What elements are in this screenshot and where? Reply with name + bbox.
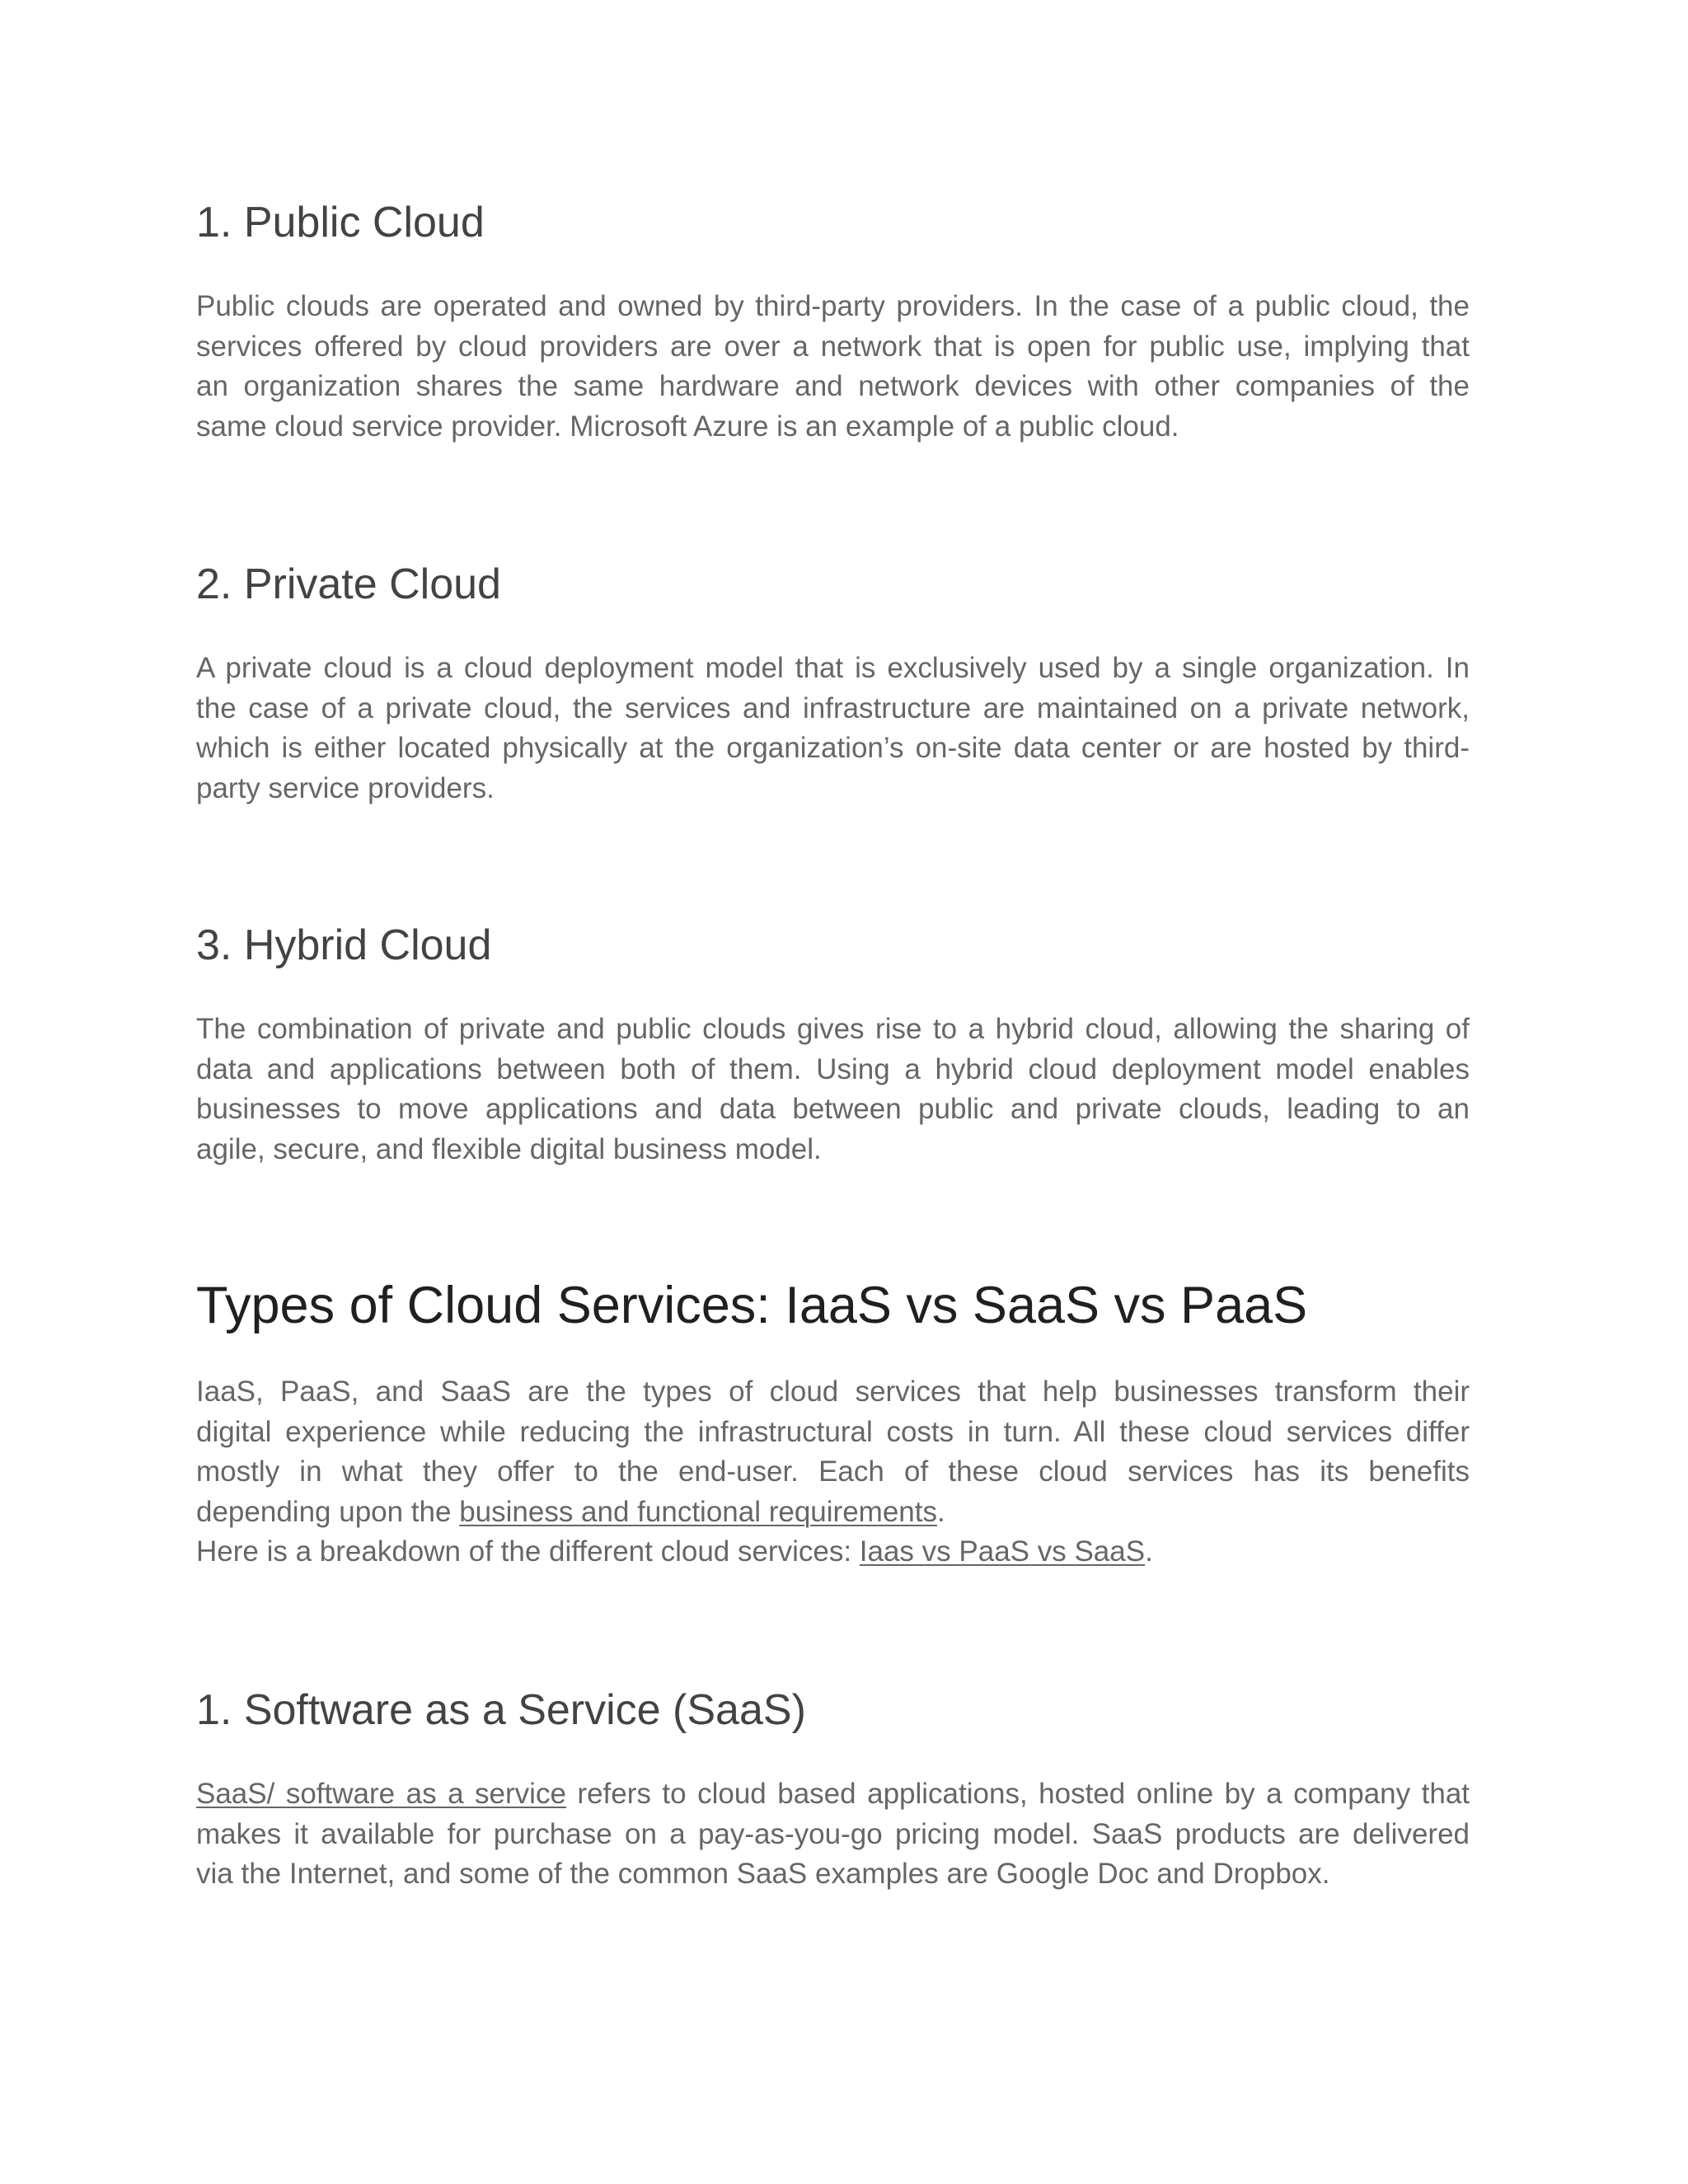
text-line: digital experience while reducing the infrastructural costs in turn. All these cloud services differ (196, 1415, 1470, 1448)
paragraph-saas (196, 1774, 1470, 1895)
text-fragment: Here is a breakdown of the different cloud services: (196, 1535, 860, 1568)
text-line: The combination of private and public clouds gives rise to a hybrid cloud, allowing the sharing of (196, 1013, 1470, 1045)
paragraph-private-cloud (196, 649, 1470, 808)
heading-hybrid-cloud: 3. Hybrid Cloud (196, 921, 492, 969)
heading-saas: 1. Software as a Service (SaaS) (196, 1686, 806, 1734)
section-public-cloud (196, 196, 1470, 447)
text-line: mostly in what they offer to the end-user. Each of these cloud services has its benefits (196, 1455, 1470, 1488)
text-fragment: depending upon the (196, 1495, 460, 1528)
paragraph-public-cloud (196, 287, 1470, 447)
link-iaas-vs-paas-vs-saas[interactable]: Iaas vs PaaS vs SaaS (859, 1535, 1146, 1568)
text-line: same cloud service provider. Microsoft Azure is an example of a public cloud. (196, 410, 1179, 443)
text-line: party service providers. (196, 771, 495, 804)
text-line: which is either located physically at the organization’s on-site data center or are hosted by third- (196, 732, 1470, 764)
paragraph-hybrid-cloud (196, 1010, 1470, 1169)
text-line (196, 1493, 1470, 1533)
text-line: the case of a private cloud, the services and infrastructure are maintained on a private network, (196, 691, 1470, 724)
text-line: businesses to move applications and data between public and private clouds, leading to an (196, 1093, 1470, 1125)
section-saas (196, 1684, 1470, 1895)
section-private-cloud (196, 558, 1470, 808)
text-line: via the Internet, and some of the common SaaS examples are Google Doc and Dropbox. (196, 1858, 1330, 1890)
link-business-functional-requirements[interactable]: business and functional requirements (459, 1495, 937, 1528)
text-line: makes it available for purchase on a pay-as-you-go pricing model. SaaS products are delivered (196, 1817, 1470, 1850)
link-saas-software-as-a-service[interactable]: SaaS/ software as a service (196, 1778, 566, 1810)
text-line (196, 1532, 1470, 1572)
text-line: an organization shares the same hardware and network devices with other companies of the (196, 370, 1470, 402)
section-hybrid-cloud (196, 919, 1470, 1169)
paragraph-types-of-cloud-services (196, 1372, 1470, 1572)
text-fragment: . (1145, 1535, 1153, 1568)
heading-public-cloud: 1. Public Cloud (196, 199, 485, 246)
text-line: A private cloud is a cloud deployment model that is exclusively used by a single organization. In (196, 652, 1470, 684)
text-line: Public clouds are operated and owned by third-party providers. In the case of a public cloud, the (196, 290, 1470, 322)
section-types-of-cloud-services (196, 1274, 1470, 1572)
text-line: agile, secure, and flexible digital business model. (196, 1132, 822, 1165)
text-line: data and applications between both of them. Using a hybrid cloud deployment model enables (196, 1052, 1470, 1085)
text-line (196, 1774, 1470, 1815)
text-line: IaaS, PaaS, and SaaS are the types of cloud services that help businesses transform their (196, 1376, 1470, 1408)
text-fragment: . (936, 1495, 945, 1528)
text-line: services offered by cloud providers are over a network that is open for public use, implying that (196, 330, 1470, 363)
heading-private-cloud: 2. Private Cloud (196, 560, 501, 608)
text-fragment: refers to cloud based applications, hosted online by a company that (565, 1778, 1470, 1810)
heading-types-of-cloud-services: Types of Cloud Services: IaaS vs SaaS vs PaaS (196, 1277, 1308, 1334)
